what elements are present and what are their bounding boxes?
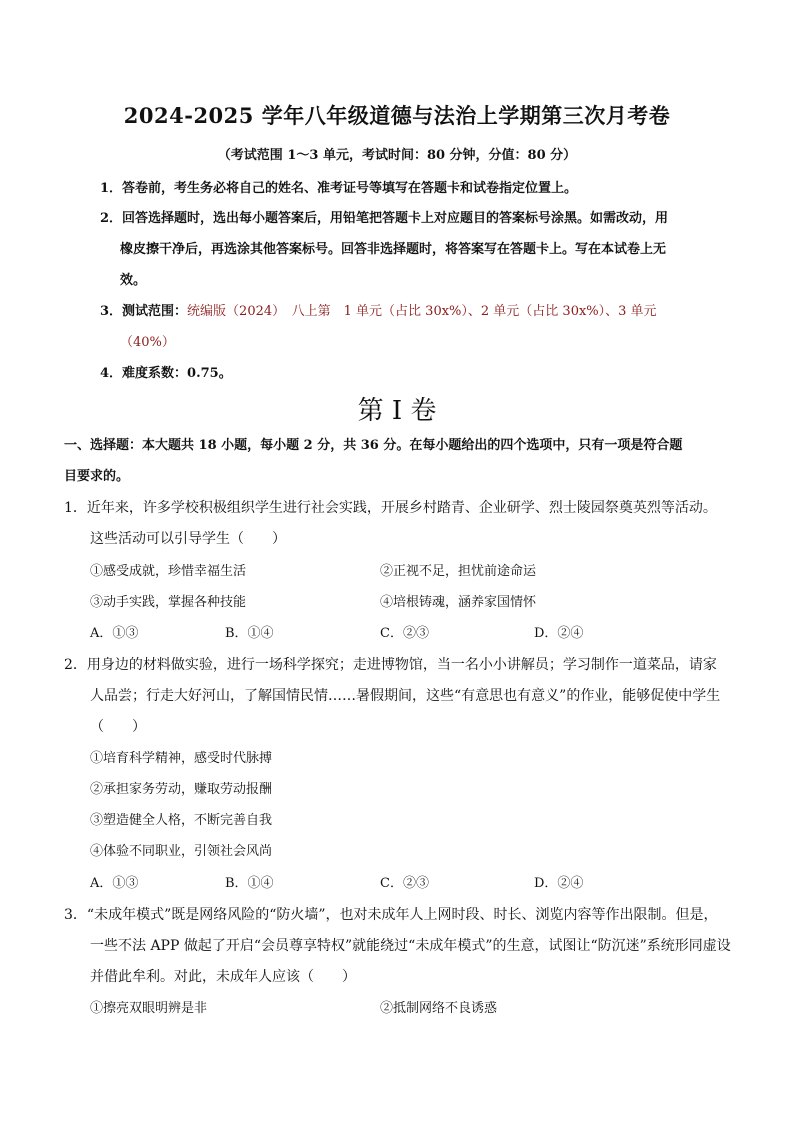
q2-statement-2: ②承担家务劳动，赚取劳动报酬 [90,782,273,797]
note-2-line-3: 效。 [120,273,147,288]
q3-statement-2: ②抵制网络不良诱惑 [380,1001,498,1016]
q2-choice-d: D．②④ [534,876,584,891]
note-2-line-1: 2．回答选择题时，选出每小题答案后，用铅笔把答题卡上对应题目的答案标号涂黑。如需改动，用 [100,211,669,226]
q1-statement-4: ④培根铸魂，涵养家国情怀 [380,595,537,610]
part1-heading-line-1: 一、选择题：本大题共 18 小题，每小题 2 分，共 36 分。在每小题给出的四个选项中，只有一项是符合题 [64,438,683,453]
q3-statement-1: ①擦亮双眼明辨是非 [90,1001,208,1016]
note-3 [100,300,657,319]
q2-statement-3: ③塑造健全人格，不断完善自我 [90,813,273,828]
part1-heading-line-2: 目要求的。 [64,469,130,484]
note-3-scope-cont: （40%） [120,335,175,350]
q1-stem-line-1: 1．近年来，许多学校积极组织学生进行社会实践，开展乡村踏青、企业研学、烈士陵园祭奠英烈等活动。 [64,500,717,516]
note-2-line-2: 橡皮擦干净后，再选涂其他答案标号。回答非选择题时，将答案写在答题卡上。写在本试卷上无 [120,242,667,257]
q2-stem-line-1: 2．用身边的材料做实验，进行一场科学探究；走进博物馆，当一名小小讲解员；学习制作一道菜品，请家 [64,657,717,673]
q2-choice-c: C．②③ [380,876,429,891]
q2-stem-line-3: （ ） [90,719,146,735]
q2-statement-4: ④体验不同职业，引领社会风尚 [90,844,273,859]
note-1: 1．答卷前，考生务必将自己的姓名、准考证号等填写在答题卡和试卷指定位置上。 [100,181,578,196]
q1-choice-c: C．②③ [380,626,429,641]
q3-stem-line-2: 一些不法 APP 做起了开启“会员尊享特权”就能绕过“未成年模式”的生意，试图让“防沉迷”系统形同虚设 [90,938,731,954]
q1-choice-a: A．①③ [90,626,139,641]
q2-choice-a: A．①③ [90,876,139,891]
note-3-scope: 统编版（2024） 八上第 1 单元（占比 30x%）、2 单元（占比 30x%）、3 单元 [187,304,657,319]
q1-statement-3: ③动手实践，掌握各种技能 [90,595,247,610]
q1-statement-1: ①感受成就，珍惜幸福生活 [90,564,247,579]
q2-choice-b: B．①④ [225,876,274,891]
q1-statement-2: ②正视不足，担忧前途命运 [380,564,537,579]
q2-statement-1: ①培育科学精神，感受时代脉搏 [90,751,273,766]
exam-subtitle: （考试范围 1～3 单元，考试时间：80 分钟，分值：80 分） [217,148,577,163]
note-4: 4．难度系数：0.75。 [100,366,232,381]
section-title: 第 I 卷 [357,396,437,426]
q1-stem-line-2: 这些活动可以引导学生（ ） [90,531,286,547]
q3-stem-line-3: 并借此牟利。对此，未成年人应该（ ） [90,969,356,985]
q1-choice-d: D．②④ [534,626,584,641]
note-3-prefix: 3．测试范围： [100,304,188,319]
q1-choice-b: B．①④ [225,626,274,641]
exam-title: 2024-2025 学年八年级道德与法治上学期第三次月考卷 [123,103,671,128]
q2-stem-line-2: 人品尝；行走大好河山，了解国情民情……暑假期间，这些“有意思也有意义”的作业，能够促使中学生 [90,688,721,704]
q3-stem-line-1: 3．“未成年模式”既是网络风险的“防火墙”，也对未成年人上网时段、时长、浏览内容等作出限制。但是， [64,907,718,923]
